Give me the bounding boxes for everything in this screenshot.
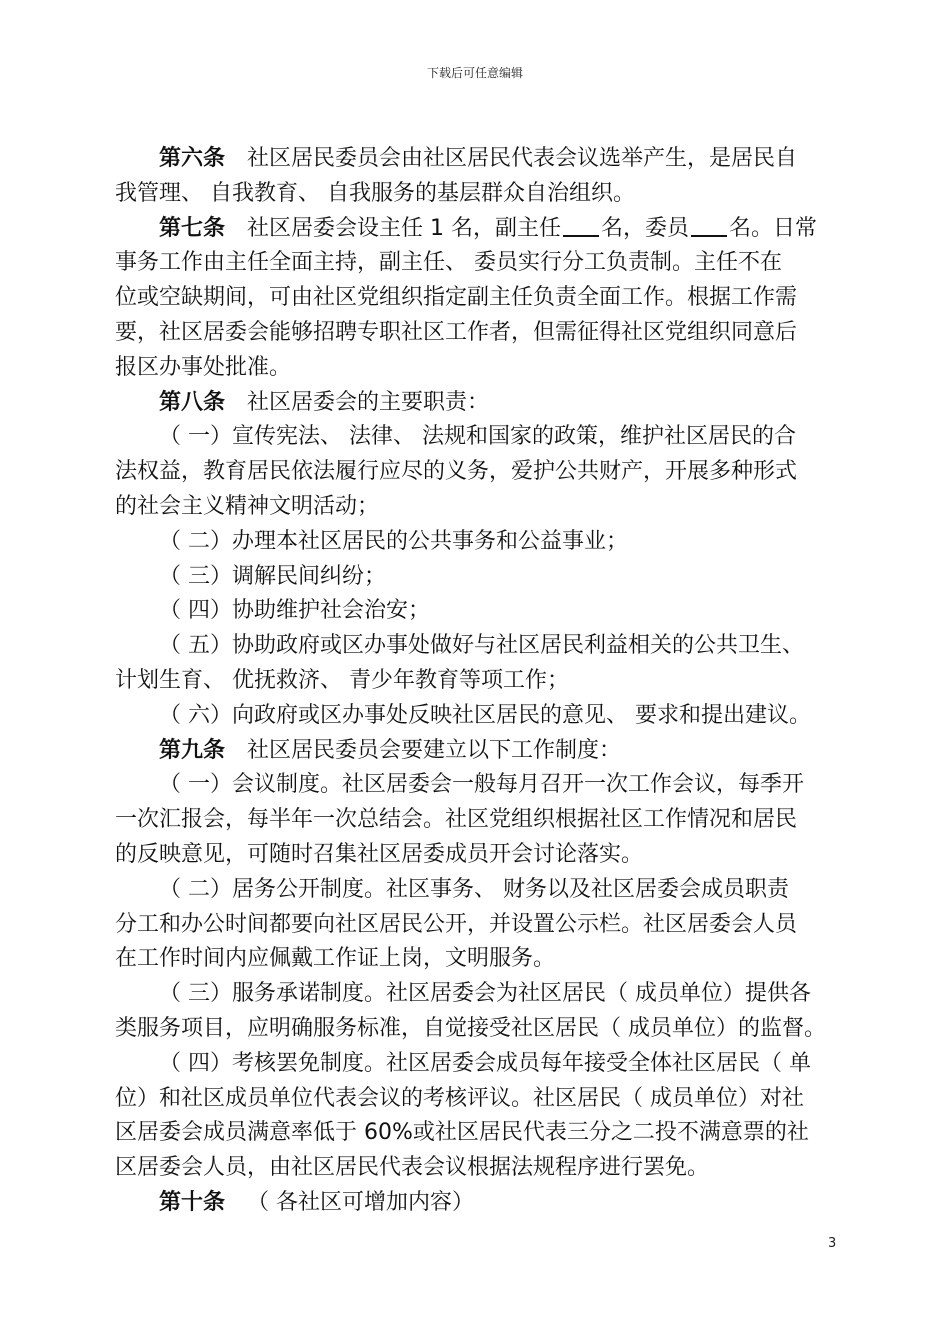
article-6-line-2: 我管理、 自我教育、 自我服务的基层群众自治组织。 [115,180,635,206]
page-header: 下载后可任意编辑 [426,66,523,80]
article-8-intro: 社区居委会的主要职责： [247,389,490,415]
article-10-title: 第十条 [159,1189,226,1215]
article-8-item-6: （ 六）向政府或区办事处反映社区居民的意见、 要求和提出建议。 [159,702,811,728]
article-8-item-2: （ 二）办理本社区居民的公共事务和公益事业； [159,528,628,554]
article-9-line-1 [115,734,837,769]
article-9-item-2-line-2: 分工和办公时间都要向社区居民公开，并设置公示栏。社区居委会人员 [115,911,798,937]
article-8-item-1-line-2: 法权益，教育居民依法履行应尽的义务，爱护公共财产，开展多种形式 [115,459,798,485]
article-9-title: 第九条 [159,737,226,763]
article-8-item-5-line-2: 计划生育、 优抚救济、 青少年教育等项工作； [115,667,569,693]
article-9-item-4-line-2: 位）和社区成员单位代表会议的考核评议。社区居民（ 成员单位）对社 [115,1085,804,1111]
fill-blank-member [691,215,727,237]
article-7-title: 第七条 [159,215,226,241]
article-9-item-2-line-3: 在工作时间内应佩戴工作证上岗，文明服务。 [115,946,556,972]
article-9-intro: 社区居民委员会要建立以下工作制度： [247,737,622,763]
article-8-line-1 [115,386,837,421]
article-9-item-1-line-1: （ 一）会议制度。社区居委会一般每月召开一次工作会议，每季开 [159,772,804,798]
article-7-text-c: 名。日常 [729,215,818,241]
article-10-line-1 [115,1186,837,1221]
article-9-item-3-line-2: 类服务项目，应明确服务标准，自觉接受社区居民（ 成员单位）的监督。 [115,1015,826,1041]
page-number: 3 [828,1236,837,1251]
article-7-line-3: 位或空缺期间，可由社区党组织指定副主任负责全面工作。根据工作需 [115,285,798,311]
article-8-item-5-line-1: （ 五）协助政府或区办事处做好与社区居民利益相关的公共卫生、 [159,633,804,659]
article-8-title: 第八条 [159,389,226,415]
article-6-line-1 [115,142,837,177]
article-7-line-4: 要，社区居委会能够招聘专职社区工作者，但需征得社区党组织同意后 [115,319,798,345]
article-7-text-b: 名，委员 [601,215,690,241]
article-8-item-1-line-1: （ 一）宣传宪法、 法律、 法规和国家的政策，维护社区居民的合 [159,424,796,450]
document-body [115,142,837,1221]
article-8-item-1-line-3: 的社会主义精神文明活动； [115,493,380,519]
article-10-text: （ 各社区可增加内容） [247,1189,475,1215]
article-9-item-3-line-1: （ 三）服务承诺制度。社区居委会为社区居民（ 成员单位）提供各 [159,981,811,1007]
article-9-item-1-line-3: 的反映意见，可随时召集社区居委成员开会讨论落实。 [115,841,644,867]
article-6-title: 第六条 [159,146,226,171]
article-9-item-1-line-2: 一次汇报会，每半年一次总结会。社区党组织根据社区工作情况和居民 [115,807,798,833]
article-7-line-5: 报区办事处批准。 [115,354,292,380]
article-7-text-a: 社区居委会设主任 1 名，副主任 [247,215,561,241]
article-8-item-4: （ 四）协助维护社会治安； [159,598,430,624]
article-9-item-2-line-1: （ 二）居务公开制度。社区事务、 财务以及社区居委会成员职责 [159,876,789,902]
article-7-line-1 [115,212,837,247]
article-7-line-2: 事务工作由主任全面主持，副主任、 委员实行分工负责制。主任不在 [115,250,782,276]
article-8-item-3: （ 三）调解民间纠纷； [159,563,386,589]
article-9-item-4-line-4: 区居委会人员，由社区居民代表会议根据法规程序进行罢免。 [115,1155,710,1181]
article-9-item-4-line-1: （ 四）考核罢免制度。社区居委会成员每年接受全体社区居民（ 单 [159,1050,811,1076]
article-6-text: 社区居民委员会由社区居民代表会议选举产生，是居民自 [247,146,798,171]
fill-blank-deputy [563,215,599,237]
article-9-item-4-line-3: 区居委会成员满意率低于 60%或社区居民代表三分之二投不满意票的社 [115,1120,809,1146]
